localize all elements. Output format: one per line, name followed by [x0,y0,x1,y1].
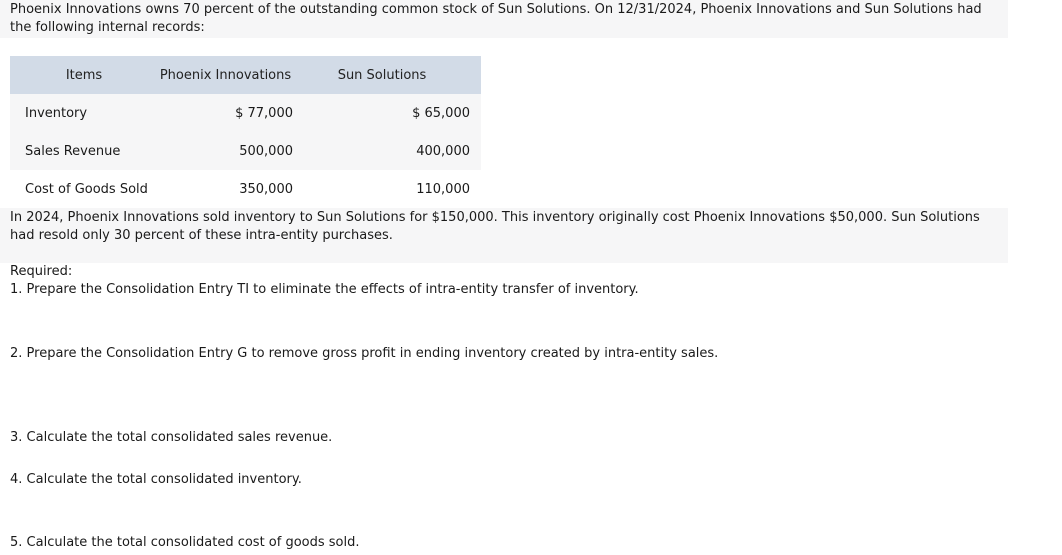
question-1: 1. Prepare the Consolidation Entry TI to eliminate the effects of intra-entity transfer of inventory. [10,282,639,297]
table-row [10,132,481,170]
phoenix-value: 350,000 [239,181,293,197]
internal-records-table [10,56,481,208]
required-section [0,263,1008,308]
sun-value: 110,000 [416,181,470,197]
row-label: Inventory [10,94,158,132]
sun-value: $ 65,000 [293,94,481,132]
table-header-row [10,56,481,94]
phoenix-value: $ 77,000 [158,94,293,132]
table-row [10,170,481,208]
header-sun: Sun Solutions [293,56,481,94]
sun-value: 400,000 [293,132,481,170]
row-label: Sales Revenue [10,132,158,170]
phoenix-value: 500,000 [158,132,293,170]
question-4: 4. Calculate the total consolidated inventory. [10,472,302,487]
question-5: 5. Calculate the total consolidated cost of goods sold. [10,535,360,550]
header-phoenix: Phoenix Innovations [158,56,293,94]
table-row [10,94,481,132]
header-items: Items [10,56,158,94]
intro-paragraph: Phoenix Innovations owns 70 percent of the outstanding common stock of Sun Solutions. On 12/31/2024, Phoenix Innovations and Sun Solutions had the following internal records: [0,0,1008,38]
row-label: Cost of Goods Sold [25,181,148,197]
required-label: Required: [10,264,73,279]
question-2: 2. Prepare the Consolidation Entry G to remove gross profit in ending inventory created by intra-entity sales. [10,346,719,361]
transfer-paragraph: In 2024, Phoenix Innovations sold inventory to Sun Solutions for $150,000. This inventory originally cost Phoenix Innovations $50,000. Sun Solutions had resold only 30 percent of these intra-entity purchases. [0,208,1008,263]
question-3: 3. Calculate the total consolidated sales revenue. [10,430,333,445]
